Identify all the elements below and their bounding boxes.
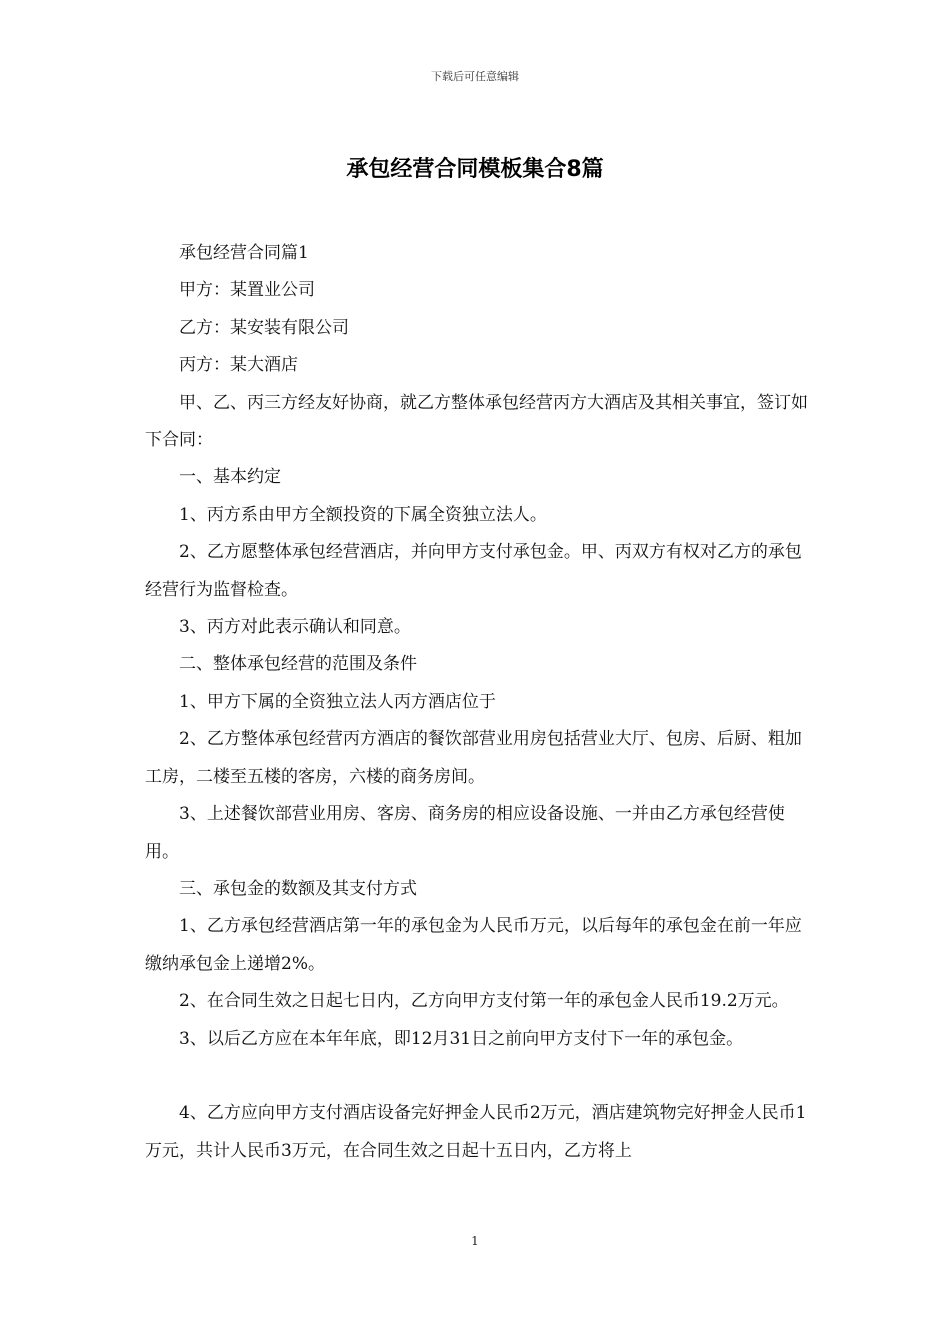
paragraph: 1、丙方系由甲方全额投资的下属全资独立法人。 xyxy=(179,504,547,525)
paragraph: 二、整体承包经营的范围及条件 xyxy=(179,654,417,675)
paragraph: 2、乙方愿整体承包经营酒店，并向甲方支付承包金。甲、丙双方有权对乙方的承包经营行为监督检查。 xyxy=(145,542,802,600)
blank-line xyxy=(145,1058,810,1095)
paragraph: 3、丙方对此表示确认和同意。 xyxy=(179,617,411,638)
paragraph: 乙方：某安装有限公司 xyxy=(179,317,349,338)
page-number: 1 xyxy=(471,1234,479,1248)
paragraph: 2、在合同生效之日起七日内，乙方向甲方支付第一年的承包金人民币19.2万元。 xyxy=(179,991,789,1012)
paragraph: 承包经营合同篇1 xyxy=(179,243,309,263)
document-body xyxy=(145,235,810,1170)
paragraph: 一、基本约定 xyxy=(179,467,281,488)
header-note: 下载后可任意编辑 xyxy=(431,70,519,83)
paragraph: 3、以后乙方应在本年年底，即12月31日之前向甲方支付下一年的承包金。 xyxy=(179,1028,744,1049)
paragraph: 甲、乙、丙三方经友好协商，就乙方整体承包经营丙方大酒店及其相关事宜，签订如下合同： xyxy=(145,392,808,451)
paragraph: 4、乙方应向甲方支付酒店设备完好押金人民币2万元，酒店建筑物完好押金人民币1万元，共计人民币3万元，在合同生效之日起十五日内，乙方将上 xyxy=(145,1103,807,1161)
paragraph: 甲方：某置业公司 xyxy=(179,280,315,301)
paragraph: 1、甲方下属的全资独立法人丙方酒店位于 xyxy=(179,691,496,712)
paragraph: 1、乙方承包经营酒店第一年的承包金为人民币万元，以后每年的承包金在前一年应缴纳承包金上递增2%。 xyxy=(145,916,802,974)
paragraph: 三、承包金的数额及其支付方式 xyxy=(179,878,417,899)
paragraph: 3、上述餐饮部营业用房、客房、商务房的相应设备设施、一并由乙方承包经营使用。 xyxy=(145,804,785,862)
document-title: 承包经营合同模板集合8篇 xyxy=(346,157,604,182)
paragraph: 丙方：某大酒店 xyxy=(179,355,298,376)
paragraph: 2、乙方整体承包经营丙方酒店的餐饮部营业用房包括营业大厅、包房、后厨、粗加工房，二楼至五楼的客房，六楼的商务房间。 xyxy=(145,729,802,787)
